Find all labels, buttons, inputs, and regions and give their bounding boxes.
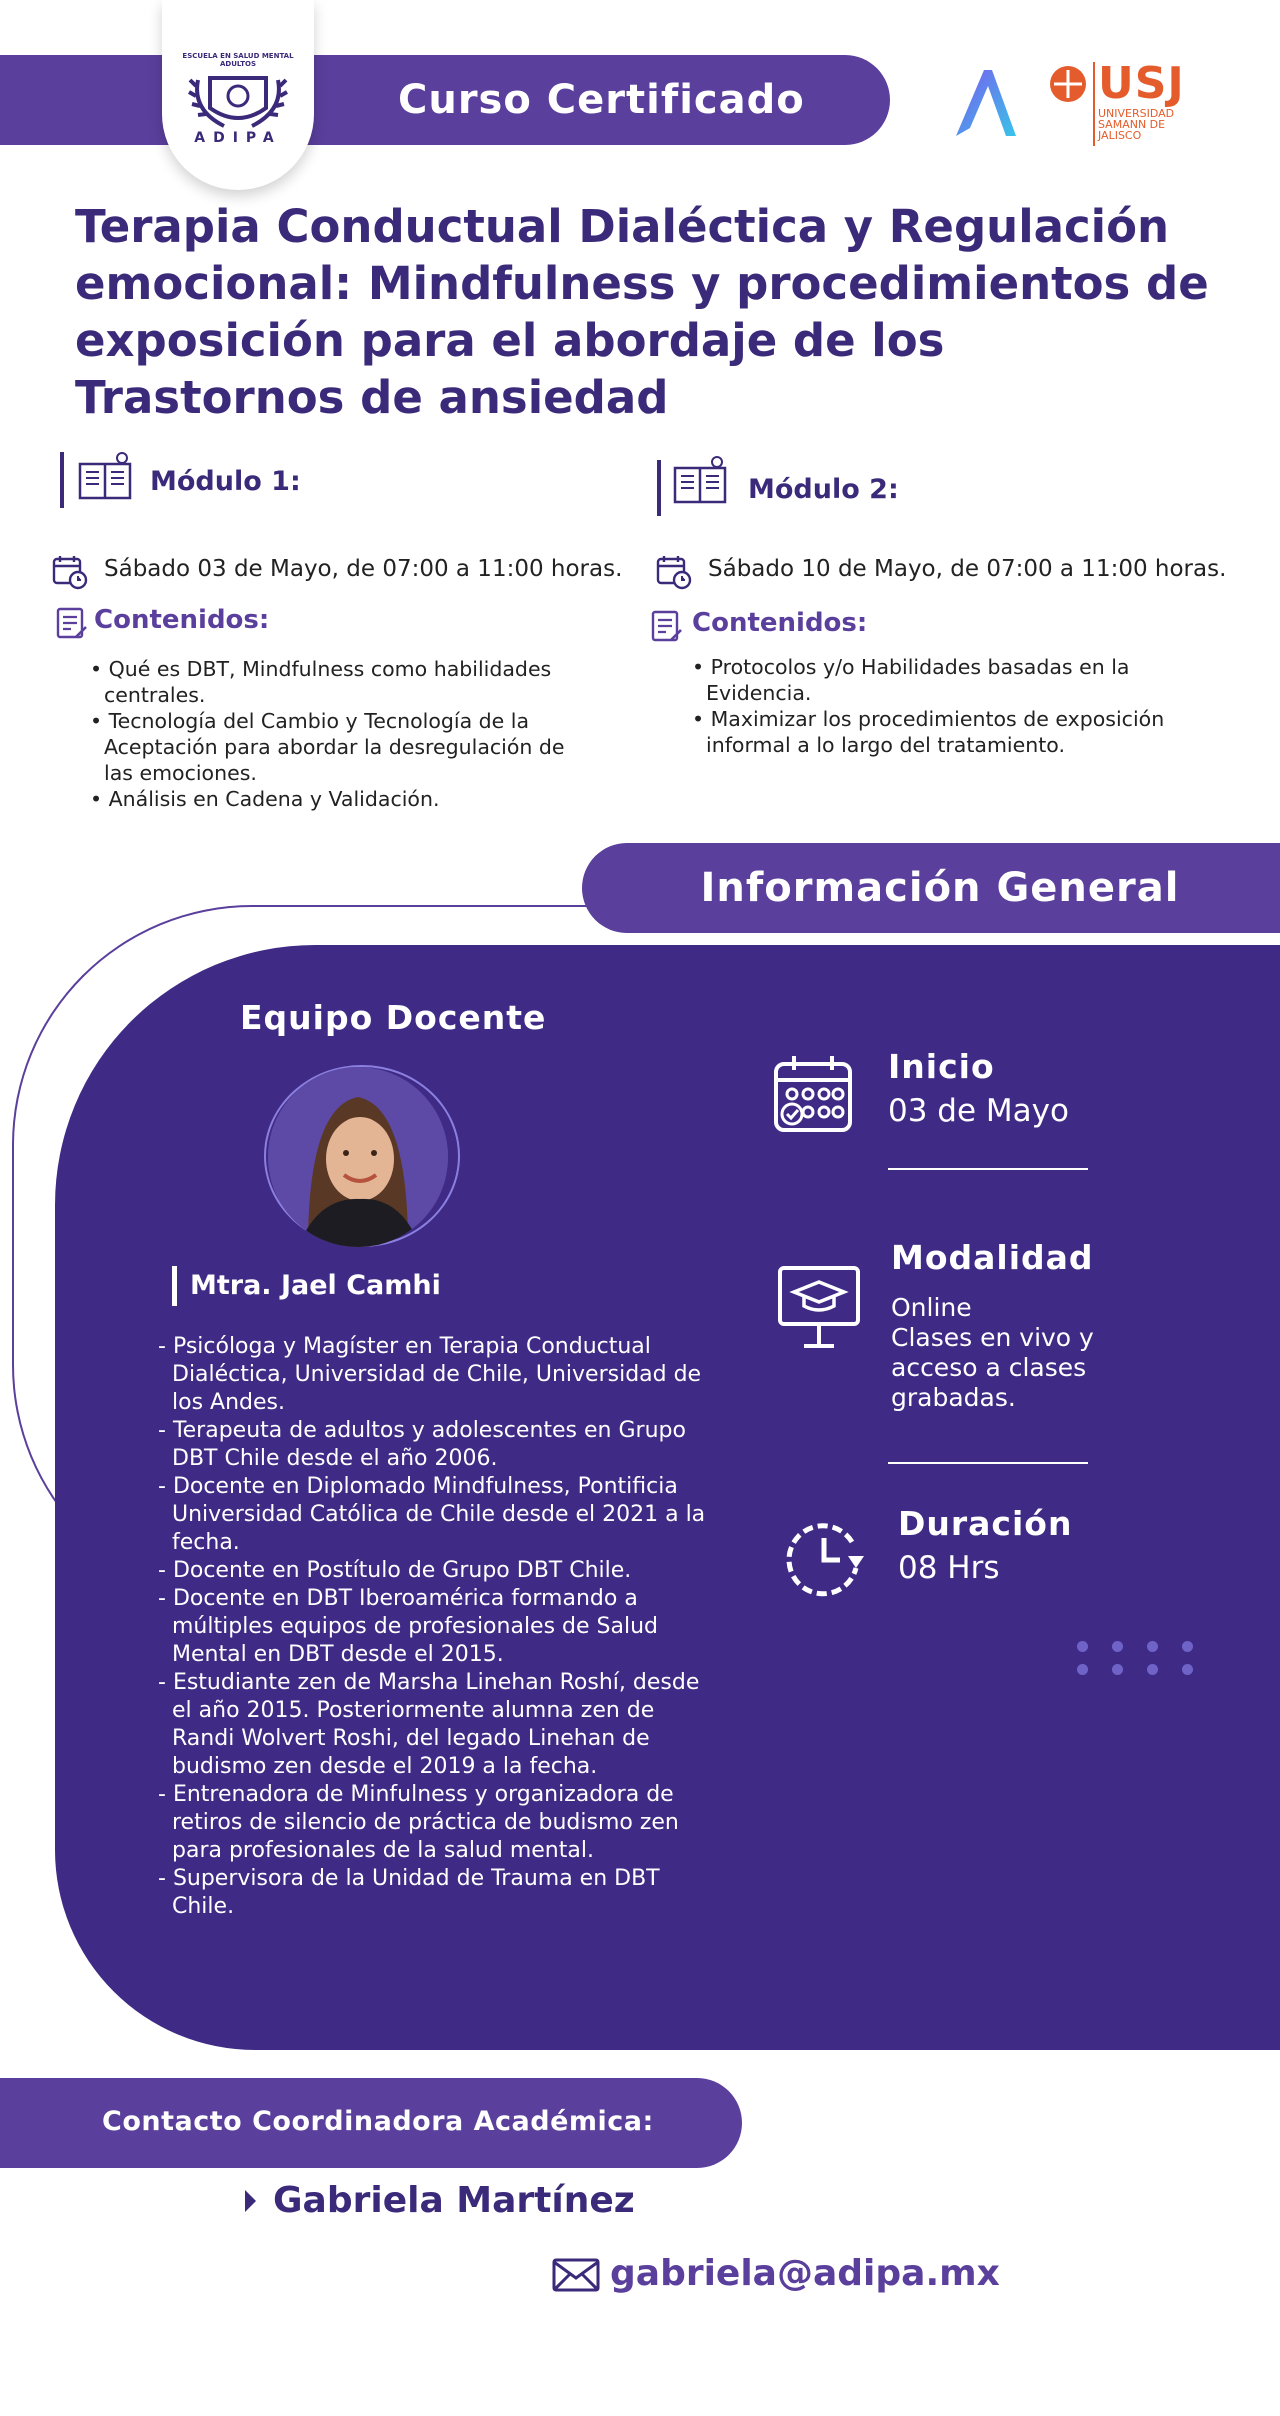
list-item: • Maximizar los procedimientos de exposición informal a lo largo del tratamiento. (692, 706, 1192, 758)
calendar-icon (656, 554, 692, 590)
decor-dot (1077, 1664, 1088, 1675)
adipa-logo (162, 0, 314, 190)
list-item: - Terapeuta de adultos y adolescentes en Grupo DBT Chile desde el año 2006. (158, 1417, 710, 1473)
teacher-bio-list (158, 1333, 710, 1921)
decor-dot (1147, 1641, 1158, 1652)
module-1-contents-label: Contenidos: (94, 605, 270, 635)
teacher-portrait-icon (268, 1067, 448, 1247)
module-2-title: Módulo 2: (748, 474, 899, 505)
header-banner-title: Curso Certificado (398, 77, 805, 123)
teacher-name: Mtra. Jael Camhi (190, 1270, 441, 1301)
mail-icon (552, 2258, 600, 2292)
module-2-contents-list (692, 654, 1192, 758)
document-icon (651, 610, 683, 644)
mode-value (891, 1293, 1121, 1413)
logo-wordmark: ADIPA (194, 130, 282, 146)
list-item: • Tecnología del Cambio y Tecnología de la Aceptación para abordar la desregulación de las emociones. (90, 708, 590, 786)
calendar-icon (52, 554, 88, 590)
list-item: - Supervisora de la Unidad de Trauma en DBT Chile. (158, 1865, 710, 1921)
duration-value: 08 Hrs (898, 1550, 1000, 1586)
decor-dot (1147, 1664, 1158, 1675)
decor-dot (1077, 1641, 1088, 1652)
duration-label: Duración (898, 1504, 1073, 1543)
list-item: - Docente en Diplomado Mindfulness, Pontificia Universidad Católica de Chile desde el 2021 a la fecha. (158, 1473, 710, 1557)
module-1-date: Sábado 03 de Mayo, de 07:00 a 11:00 horas. (104, 556, 623, 582)
module-2-date: Sábado 10 de Mayo, de 07:00 a 11:00 horas. (708, 556, 1227, 582)
teacher-accent-bar (172, 1266, 177, 1306)
decor-dot (1112, 1641, 1123, 1652)
list-item: - Entrenadora de Minfulness y organizadora de retiros de silencio de práctica de budismo zen para profesionales de la salud mental. (158, 1781, 710, 1865)
laurel-shield-icon (162, 0, 314, 190)
calendar-icon (768, 1050, 858, 1140)
clock-icon (780, 1512, 870, 1602)
module-1-title: Módulo 1: (150, 466, 301, 497)
course-title: Terapia Conductual Dialéctica y Regulación emocional: Mindfulness y procedimientos de exposición para el abordaje de los Trastornos de ansiedad (75, 200, 1209, 424)
start-value: 03 de Mayo (888, 1093, 1069, 1129)
mode-line: Clases en vivo y (891, 1323, 1094, 1352)
caret-right-icon (245, 2190, 256, 2212)
logo-school-text: ESCUELA EN SALUD MENTAL ADULTOS (182, 52, 294, 68)
module-1-accent-bar (60, 452, 64, 508)
document-icon (56, 607, 88, 641)
list-item: - Docente en Postítulo de Grupo DBT Chile. (158, 1557, 710, 1585)
mode-line: acceso a clases (891, 1353, 1087, 1382)
module-2-contents-label: Contenidos: (692, 608, 868, 638)
list-item: • Protocolos y/o Habilidades basadas en la Evidencia. (692, 654, 1192, 706)
contact-name: Gabriela Martínez (273, 2180, 635, 2221)
divider (888, 1462, 1088, 1464)
mode-label: Modalidad (891, 1238, 1094, 1277)
start-label: Inicio (888, 1047, 995, 1086)
list-item: - Docente en DBT Iberoamérica formando a múltiples equipos de profesionales de Salud Mental en DBT desde el 2015. (158, 1585, 710, 1669)
info-banner-title: Información General (700, 865, 1180, 911)
list-item: - Psicóloga y Magíster en Terapia Conductual Dialéctica, Universidad de Chile, Universidad de los Andes. (158, 1333, 710, 1417)
usj-subtitle: UNIVERSIDAD SAMANN DE JALISCO (1098, 107, 1175, 142)
decor-dot (1112, 1664, 1123, 1675)
list-item: • Análisis en Cadena y Validación. (90, 786, 590, 812)
partner-a-logo-icon (950, 62, 1022, 142)
online-class-icon (774, 1262, 864, 1352)
mode-line: grabadas. (891, 1383, 1016, 1412)
usj-wordmark: USJ (1098, 58, 1185, 109)
book-icon (78, 450, 136, 504)
list-item: - Estudiante zen de Marsha Linehan Roshí, desde el año 2015. Posteriormente alumna zen de Randi Wolvert Roshi, del legado Linehan de budismo zen desde el 2019 a la fecha. (158, 1669, 710, 1781)
decor-dot (1182, 1641, 1193, 1652)
module-2-accent-bar (657, 460, 661, 516)
book-icon (673, 454, 731, 508)
mode-line: Online (891, 1293, 972, 1322)
module-1-contents-list (90, 656, 590, 812)
contact-email-link[interactable]: gabriela@adipa.mx (610, 2253, 1000, 2294)
team-title: Equipo Docente (240, 998, 547, 1037)
decor-dot (1182, 1664, 1193, 1675)
divider (888, 1168, 1088, 1170)
contact-banner-title: Contacto Coordinadora Académica: (102, 2106, 654, 2137)
teacher-photo (268, 1067, 448, 1247)
list-item: • Qué es DBT, Mindfulness como habilidades centrales. (90, 656, 590, 708)
